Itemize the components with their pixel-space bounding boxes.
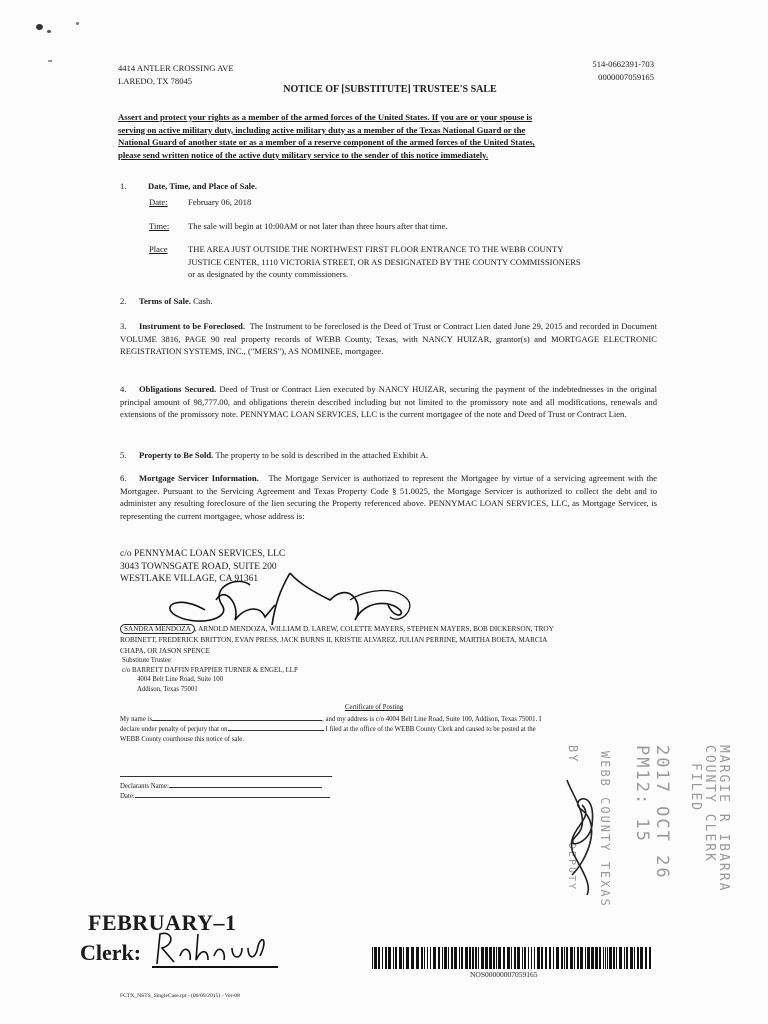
scan-speck <box>36 24 43 30</box>
property-address: 4414 ANTLER CROSSING AVE LAREDO, TX 78045 <box>118 63 234 86</box>
time-label: Time: <box>149 221 170 231</box>
sale-place: Place THE AREA JUST OUTSIDE THE NORTHWEST FIRST FLOOR ENTRANCE TO THE WEBB COUNTY JUSTICE CENTER, 1110 VICTORIA STREET, OR AS DESIGNATED BY THE COUNTY COMMISSIONERS or as designated by the county commissioners. <box>149 244 581 279</box>
section-4: 4. Obligations Secured. Deed of Trust or Contract Lien executed by NANCY HUIZAR, securing the payment of the indebtednesses in the original principal amount of 98,777.00, and obligations therein described including but not limited to the promissory note and all modifications, renewals and extensions of the promissory note. PENNYMAC LOAN SERVICES, LLC is the current mortgagee of the note and Deed of Trust or Contract Lien. <box>120 384 657 419</box>
section-2: 2. Terms of Sale. Cash. <box>120 296 213 306</box>
date-label: Date: <box>149 197 168 207</box>
substitute-trustees: SANDRA MENDOZA , ARNOLD MENDOZA, WILLIAM D. LAREW, COLETTE MAYERS, STEPHEN MAYERS, BOB DICKERSON, TROY ROBINETT, FREDERICK BRITTON, EVAN PRESS, JACK BURNS II, KRISTIE ALVAREZ, JULIAN PERRINE, MARTHA BOETA, MARCIA CHAPA, OR JASON SPENCE <box>120 625 554 655</box>
section-6: 6. Mortgage Servicer Information. The Mortgage Servicer is authorized to represent the Mortgagee by virtue of a servicing agreement with the Mortgagee. Pursuant to the Servicing Agreement and Texas Property Code § 51.0025, the Mortgage Servicer is authorized to collect the debt and to administer any resulting foreclosure of the lien securing the Property referenced above. PENNYMAC LOAN SERVICES, LLC, as Mortgage Servicer, is representing the current mortgagee, whose address is: <box>120 473 657 521</box>
reference-numbers: 514-0662391-703 0000007059165 <box>592 59 654 82</box>
certificate-text: My name is , and my address is c/o 4004 Belt Line Road, Suite 100, Addison, Texas 75001. I declare under penalty of perjury that on I filed at the office of the WEBB County Clerk and caused to be posted at the WEBB County courthouse this notice of sale. <box>120 716 542 743</box>
declarant-blank-line <box>120 776 332 777</box>
barcode-number: NOS00000007059165 <box>470 970 538 979</box>
sale-time: Time: The sale will begin at 10:00AM or not later than three hours after that time. <box>149 221 448 231</box>
clerk-label: Clerk: <box>80 940 142 965</box>
deputy-signature <box>552 765 612 905</box>
form-footer: FCTX_NSTS_SingleCase.rpt - (06/09/2015) - Ver-08 <box>120 993 240 999</box>
place-label: Place <box>149 244 168 254</box>
trustee-role: Substitute Trustee c/o BARRETT DAFFIN FRAPPIER TURNER & ENGEL, LLP 4004 Belt Line Road, Suite 100 Addison, Texas 75001 <box>122 657 298 693</box>
declarant-name: Declarants Name: Date: <box>120 782 330 802</box>
section-1: 1. Date, Time, and Place of Sale. <box>120 181 258 191</box>
barcode <box>372 947 654 969</box>
scan-speck <box>76 22 79 25</box>
clerk-signature <box>152 926 272 968</box>
section-5: 5. Property to Be Sold. The property to be sold is described in the attached Exhibit A. <box>120 450 429 460</box>
servicer-address: c/o PENNYMAC LOAN SERVICES, LLC 3043 TOWNSGATE ROAD, SUITE 200 WESTLAKE VILLAGE, CA 91361 <box>120 549 286 584</box>
clerk-filing-stamp: MARGIE R IBARRA COUNTY CLERK FILED 2017 OCT 26 PM12: 15 WEBB COUNTY TEXAS BY DEPUTY <box>560 745 725 915</box>
military-notice: Assert and protect your rights as a member of the armed forces of the United States. If you are or your spouse is serving on active military duty, including active military duty as a member of the Texas National Guard or the National Guard of another state or as a member of a reserve component of the armed forces of the United States, please send written notice of the active duty military service to the sender of this notice immediately. <box>118 112 535 160</box>
scan-speck <box>47 30 51 33</box>
certificate-title: Certificate of Posting <box>345 704 404 711</box>
section-3: 3. Instrument to be Foreclosed. The Instrument to be foreclosed is the Deed of Trust or Contract Lien dated June 29, 2015 and recorded in Document VOLUME 3816, PAGE 90 real property records of WEBB County, Texas, with NANCY HUIZAR, grantor(s) and MORTGAGE ELECTRONIC REGISTRATION SYSTEMS, INC., ("MERS"), AS NOMINEE, mortgagee. <box>120 321 657 356</box>
circled-trustee-name: SANDRA MENDOZA <box>120 624 195 634</box>
sale-date: Date: February 06, 2018 <box>149 197 252 207</box>
filing-label: FEBRUARY–1 <box>88 910 237 935</box>
notice-title: NOTICE OF [SUBSTITUTE] TRUSTEE'S SALE <box>283 84 497 95</box>
scan-speck <box>48 60 52 62</box>
